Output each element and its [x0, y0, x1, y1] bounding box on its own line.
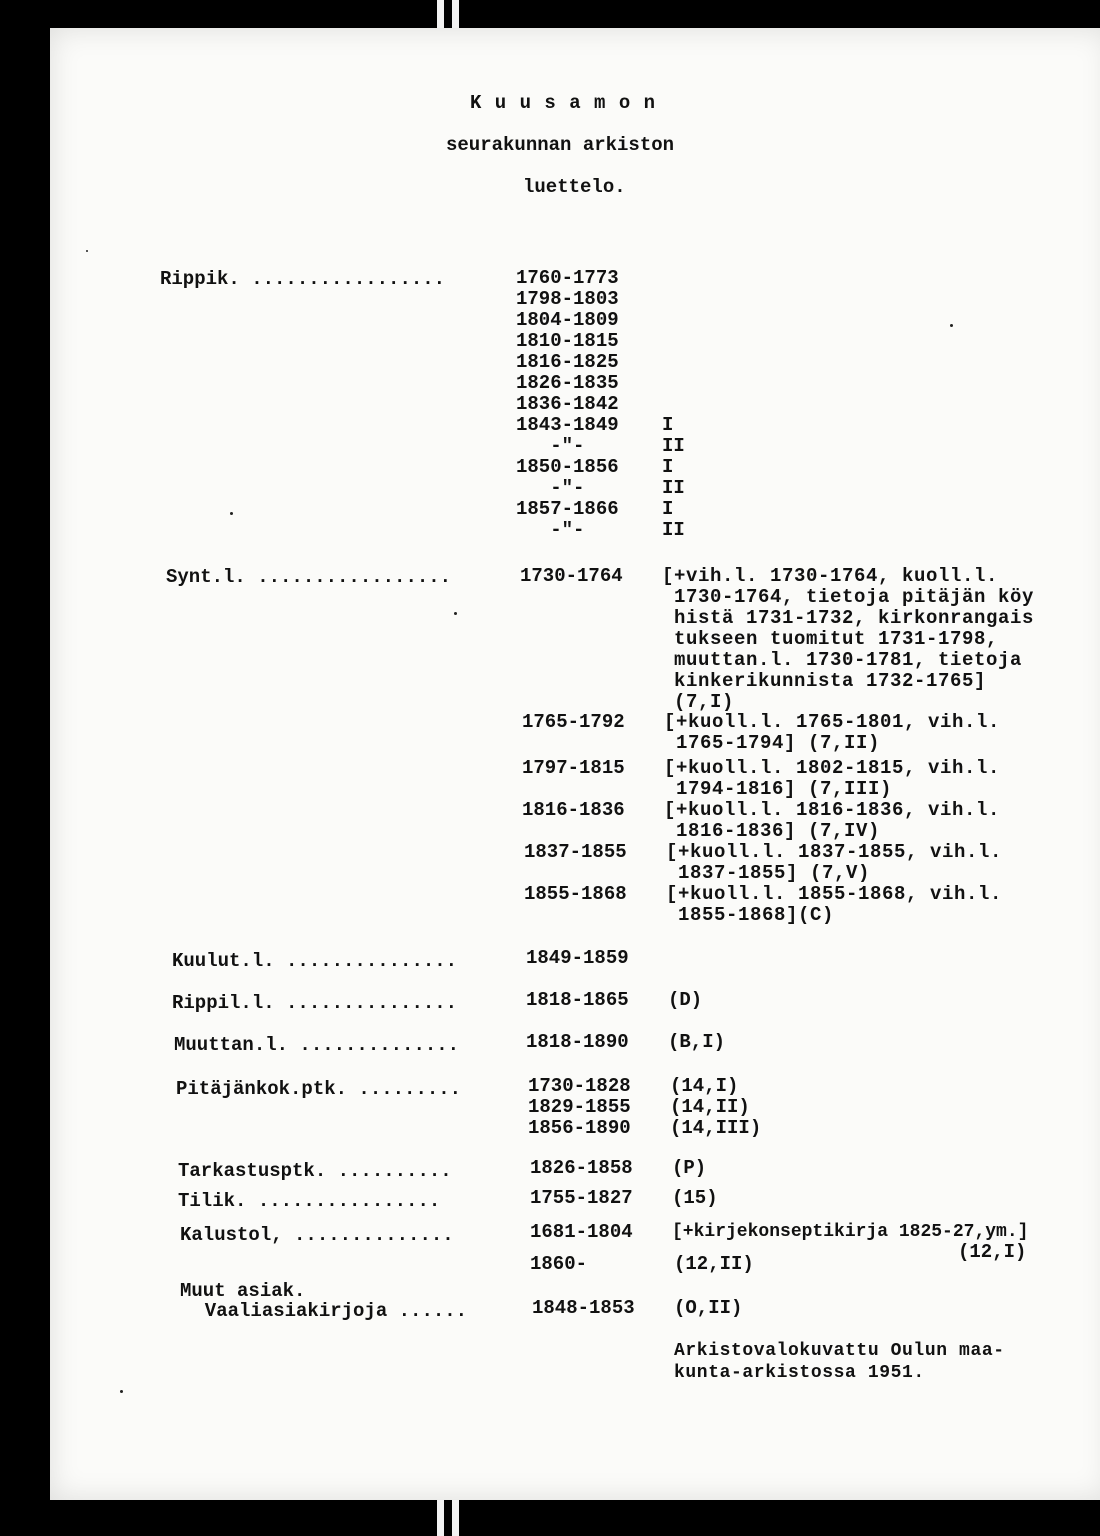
rippik-volume: II: [662, 519, 685, 541]
rippik-volume: II: [662, 477, 685, 499]
rippik-volume: I: [662, 498, 674, 520]
scan-speck: [230, 512, 233, 515]
rippik-years: 1798-1803: [516, 288, 619, 310]
rippik-years: 1836-1842: [516, 393, 619, 415]
record-years: 1849-1859: [526, 947, 629, 969]
synt-years: 1797-1815: [522, 757, 625, 779]
rippik-years: 1804-1809: [516, 309, 619, 331]
record-label: Muuttan.l. ..............: [174, 1034, 460, 1056]
rippik-volume: I: [662, 414, 674, 436]
muut-label: Muut asiak.: [180, 1280, 306, 1302]
muut-ref: (O,II): [674, 1297, 743, 1319]
rippik-years: 1816-1825: [516, 351, 619, 373]
record-label: Tilik. ................: [178, 1190, 441, 1212]
record-years: 1755-1827: [530, 1187, 633, 1209]
scan-speck: [950, 324, 953, 327]
muut-years: 1848-1853: [532, 1297, 635, 1319]
kalustol-years: 1860-: [530, 1253, 588, 1275]
rippik-years: 1850-1856: [516, 456, 619, 478]
header-parish-name: K u u s a m o n: [470, 92, 657, 114]
record-label: Tarkastusptk. ..........: [178, 1160, 452, 1182]
record-years: 1826-1858: [530, 1157, 633, 1179]
pitajankok-refs: (14,I) (14,II) (14,III): [670, 1075, 762, 1139]
film-edge-mark-bottom-1: [437, 1496, 444, 1536]
archive-document-page: [50, 28, 1100, 1500]
kalustol-years: 1681-1804: [530, 1221, 633, 1243]
rippik-years: -"-: [516, 435, 585, 457]
synt-note: [+kuoll.l. 1855-1868, vih.l. 1855-1868](C): [666, 883, 1003, 926]
pitajankok-label: Pitäjänkok.ptk. .........: [176, 1078, 462, 1100]
kalustol-ref: (12,II): [674, 1253, 754, 1275]
record-ref: (B,I): [668, 1031, 726, 1053]
record-years: 1818-1890: [526, 1031, 629, 1053]
synt-note: [+kuoll.l. 1802-1815, vih.l. 1794-1816] (7,III): [664, 757, 1001, 800]
rippik-years: 1826-1835: [516, 372, 619, 394]
record-label: Rippil.l. ...............: [172, 992, 458, 1014]
film-edge-mark-bottom-2: [452, 1496, 459, 1536]
record-ref: (P): [672, 1157, 707, 1179]
rippik-volume: II: [662, 435, 685, 457]
rippik-label: Rippik. .................: [160, 268, 446, 290]
pitajankok-years: 1730-1828 1829-1855 1856-1890: [528, 1075, 631, 1139]
synt-years: 1816-1836: [522, 799, 625, 821]
synt-years: 1765-1792: [522, 711, 625, 733]
synt-years: 1730-1764: [520, 565, 623, 587]
kalustol-label: Kalustol, ..............: [180, 1224, 454, 1246]
rippik-years: -"-: [516, 477, 585, 499]
footer-archive-note: Arkistovalokuvattu Oulun maa- kunta-arkistossa 1951.: [674, 1341, 1005, 1383]
rippik-years: 1760-1773: [516, 267, 619, 289]
rippik-volume: I: [662, 456, 674, 478]
kalustol-ref-volume: (12,I): [958, 1241, 1027, 1263]
header-archive-line: seurakunnan arkiston: [446, 134, 675, 156]
synt-years: 1837-1855: [524, 841, 627, 863]
synt-note: [+kuoll.l. 1837-1855, vih.l. 1837-1855] (7,V): [666, 841, 1003, 884]
scan-speck: [454, 612, 457, 615]
synt-note: [+kuoll.l. 1816-1836, vih.l. 1816-1836] (7,IV): [664, 799, 1001, 842]
rippik-years: 1843-1849: [516, 414, 619, 436]
record-ref: (D): [668, 989, 703, 1011]
rippik-years: 1857-1866: [516, 498, 619, 520]
header-catalogue-line: luettelo.: [523, 176, 626, 198]
muut-sublabel: Vaaliasiakirjoja ......: [182, 1300, 468, 1322]
synt-label: Synt.l. .................: [166, 566, 452, 588]
kalustol-ref: [+kirjekonseptikirja 1825-27,ym.]: [672, 1222, 1029, 1242]
synt-years: 1855-1868: [524, 883, 627, 905]
scan-speck: [86, 250, 88, 252]
record-ref: (15): [672, 1187, 718, 1209]
rippik-years: -"-: [516, 519, 585, 541]
record-label: Kuulut.l. ...............: [172, 950, 458, 972]
synt-note: [+vih.l. 1730-1764, kuoll.l. 1730-1764, tietoja pitäjän köy histä 1731-1732, kirkonrangais tukseen tuomitut 1731-1798, muuttan.l. 1730-1781, tietoja kinkerikunnista 1732-1765] (7,I): [662, 565, 1035, 713]
synt-note: [+kuoll.l. 1765-1801, vih.l. 1765-1794] (7,II): [664, 711, 1001, 754]
record-years: 1818-1865: [526, 989, 629, 1011]
rippik-years: 1810-1815: [516, 330, 619, 352]
scan-speck: [120, 1390, 123, 1393]
